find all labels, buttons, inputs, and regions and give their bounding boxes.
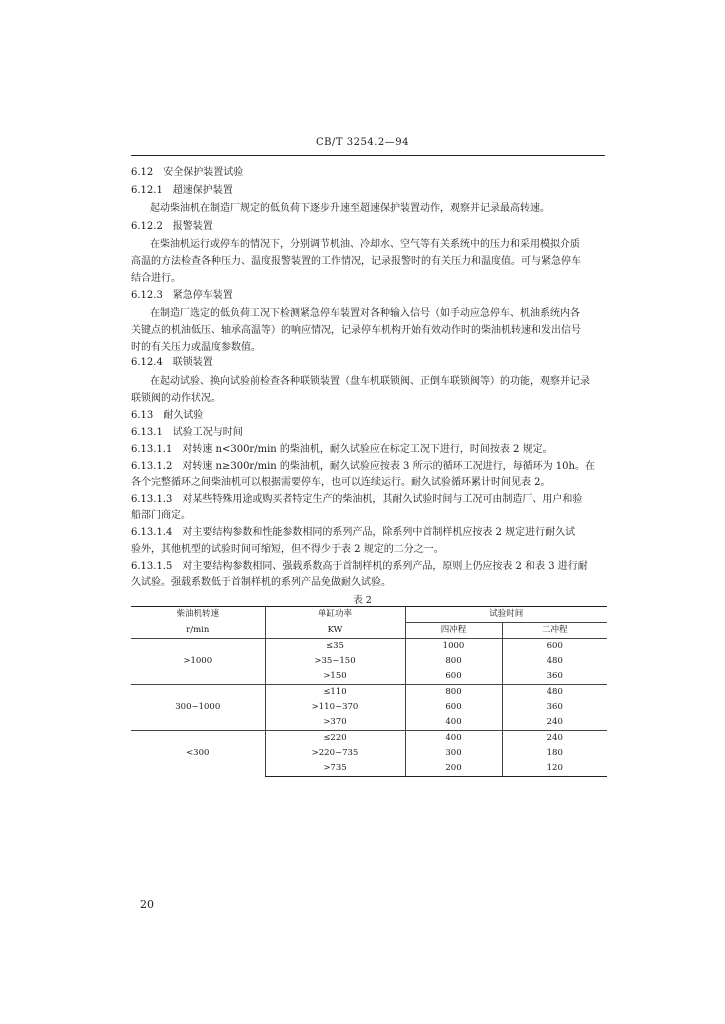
header-test-time: 试验时间 bbox=[405, 607, 607, 623]
two-stroke-cell: 240 bbox=[502, 731, 607, 747]
table-row bbox=[131, 685, 607, 701]
paragraph-line: 在柴油机运行或停车的情况下，分别调节机油、冷却水、空气等有关系统中的压力和采用模拟介质 bbox=[150, 239, 580, 250]
header-two-stroke: 二冲程 bbox=[502, 623, 607, 639]
paragraph-line: 各个完整循环之间柴油机可以根据需要停车，也可以连续运行。耐久试验循环累计时间见表 2。 bbox=[131, 477, 551, 488]
power-cell: >220~735 bbox=[265, 746, 405, 761]
subsection-heading-6-12-4: 6.12.4 联锁装置 bbox=[131, 357, 213, 368]
paragraph-line: 久试验。强载系数低于首制样机的系列产品免做耐久试验。 bbox=[131, 577, 391, 588]
power-cell: >735 bbox=[265, 761, 405, 777]
table-row bbox=[131, 731, 607, 747]
speed-cell: >1000 bbox=[131, 639, 265, 685]
power-cell: ≤35 bbox=[265, 639, 405, 655]
two-stroke-cell: 360 bbox=[502, 669, 607, 685]
header-power: 单缸功率 bbox=[265, 607, 405, 623]
four-stroke-cell: 200 bbox=[405, 761, 502, 777]
paragraph-line: 在起动试验、换向试验前检查各种联锁装置（盘车机联锁阀、正倒车联锁阀等）的功能，观察并记录 bbox=[150, 376, 590, 387]
two-stroke-cell: 480 bbox=[502, 654, 607, 669]
paragraph-line: 起动柴油机在制造厂规定的低负荷下逐步升速至超速保护装置动作，观察并记录最高转速。 bbox=[150, 203, 550, 214]
clause-6-13-1-1: 6.13.1.1 对转速 n<300r/min 的柴油机，耐久试验应在标定工况下进行，时间按表 2 规定。 bbox=[131, 444, 553, 455]
paragraph-line: 船部门商定。 bbox=[131, 510, 191, 521]
section-heading-6-12: 6.12 安全保护装置试验 bbox=[131, 167, 244, 178]
clause-6-13-1-2: 6.13.1.2 对转速 n≥300r/min 的柴油机，耐久试验应按表 3 所示的循环工况进行，每循环为 10h。在 bbox=[131, 461, 595, 472]
two-stroke-cell: 480 bbox=[502, 685, 607, 701]
power-cell: ≤110 bbox=[265, 685, 405, 701]
section-heading-6-13: 6.13 耐久试验 bbox=[131, 410, 204, 421]
document-code-header: CB/T 3254.2—94 bbox=[316, 137, 409, 148]
subsection-heading-6-12-2: 6.12.2 报警装置 bbox=[131, 221, 213, 232]
power-cell: ≤220 bbox=[265, 731, 405, 747]
paragraph-line: 联锁阀的动作状况。 bbox=[131, 393, 221, 404]
speed-cell: <300 bbox=[131, 731, 265, 777]
paragraph-line: 关键点的机油低压、轴承高温等）的响应情况，记录停车机构开始有效动作时的柴油机转速和发出信号 bbox=[131, 325, 581, 336]
four-stroke-cell: 300 bbox=[405, 746, 502, 761]
power-cell: >150 bbox=[265, 669, 405, 685]
subsection-heading-6-13-1: 6.13.1 试验工况与时间 bbox=[131, 427, 243, 438]
clause-6-13-1-4: 6.13.1.4 对主要结构参数和性能参数相同的系列产品，除系列中首制样机应按表 2 规定进行耐久试 bbox=[131, 527, 576, 538]
paragraph-line: 结合进行。 bbox=[131, 273, 181, 284]
power-cell: >370 bbox=[265, 715, 405, 731]
four-stroke-cell: 600 bbox=[405, 700, 502, 715]
four-stroke-cell: 800 bbox=[405, 654, 502, 669]
two-stroke-cell: 240 bbox=[502, 715, 607, 731]
clause-6-13-1-5: 6.13.1.5 对主要结构参数相同、强载系数高于首制样机的系列产品，原则上仍应按表 2 和表 3 进行耐 bbox=[131, 561, 588, 572]
endurance-test-time-table bbox=[131, 606, 607, 777]
header-rule bbox=[131, 155, 605, 156]
header-four-stroke: 四冲程 bbox=[405, 623, 502, 639]
two-stroke-cell: 180 bbox=[502, 746, 607, 761]
table-row bbox=[131, 639, 607, 655]
power-cell: >110~370 bbox=[265, 700, 405, 715]
four-stroke-cell: 1000 bbox=[405, 639, 502, 655]
four-stroke-cell: 400 bbox=[405, 715, 502, 731]
speed-cell: 300~1000 bbox=[131, 685, 265, 731]
table-caption: 表 2 bbox=[353, 595, 372, 606]
header-speed: 柴油机转速 bbox=[131, 607, 265, 623]
paragraph-line: 高温的方法检查各种压力、温度报警装置的工作情况，记录报警时的有关压力和温度值。可与紧急停车 bbox=[131, 256, 581, 267]
four-stroke-cell: 800 bbox=[405, 685, 502, 701]
four-stroke-cell: 600 bbox=[405, 669, 502, 685]
two-stroke-cell: 120 bbox=[502, 761, 607, 777]
header-speed-unit: r/min bbox=[186, 624, 210, 635]
subsection-heading-6-12-3: 6.12.3 紧急停车装置 bbox=[131, 290, 233, 301]
paragraph-line: 在制造厂选定的低负荷工况下检测紧急停车装置对各种输入信号（如手动应急停车、机油系统内各 bbox=[150, 308, 580, 319]
page-number: 20 bbox=[140, 898, 154, 911]
paragraph-line: 验外，其他机型的试验时间可缩短，但不得少于表 2 规定的二分之一。 bbox=[131, 544, 444, 555]
two-stroke-cell: 360 bbox=[502, 700, 607, 715]
power-cell: >35~150 bbox=[265, 654, 405, 669]
subsection-heading-6-12-1: 6.12.1 超速保护装置 bbox=[131, 185, 233, 196]
four-stroke-cell: 400 bbox=[405, 731, 502, 747]
clause-6-13-1-3: 6.13.1.3 对某些特殊用途或购买者特定生产的柴油机，其耐久试验时间与工况可由制造厂、用户和验 bbox=[131, 494, 583, 505]
two-stroke-cell: 600 bbox=[502, 639, 607, 655]
header-power-unit: KW bbox=[265, 623, 405, 639]
paragraph-line: 时的有关压力或温度参数值。 bbox=[131, 342, 261, 353]
